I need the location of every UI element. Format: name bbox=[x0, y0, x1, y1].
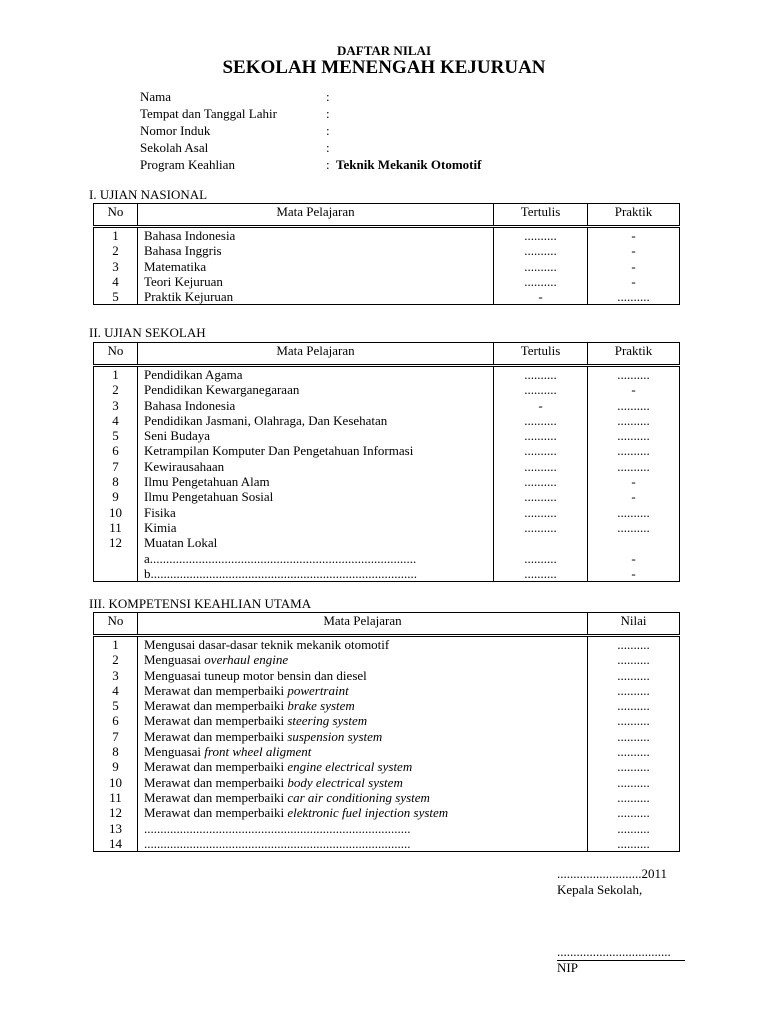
identity-label: Program Keahlian bbox=[140, 157, 235, 172]
cell-no: 7 bbox=[94, 459, 138, 474]
table-row bbox=[94, 683, 680, 698]
identity-colon: : bbox=[326, 106, 330, 121]
table-row bbox=[94, 398, 680, 413]
header-practice: Praktik bbox=[588, 204, 680, 227]
table-row bbox=[94, 520, 680, 535]
table-row bbox=[94, 652, 680, 667]
cell-no: 11 bbox=[94, 790, 138, 805]
cell-written: .......... bbox=[494, 366, 588, 383]
nip-label: NIP bbox=[557, 960, 578, 975]
table-row bbox=[94, 821, 680, 836]
cell-score: .......... bbox=[588, 805, 680, 820]
cell-no: 2 bbox=[94, 652, 138, 667]
cell-no: 1 bbox=[94, 366, 138, 383]
subject-text: Menguasai bbox=[144, 744, 205, 760]
section-title-ujian-sekolah: II. UJIAN SEKOLAH bbox=[89, 325, 206, 340]
identity-row bbox=[140, 156, 481, 173]
cell-no: 3 bbox=[94, 668, 138, 683]
cell-practice: .......... bbox=[588, 520, 680, 535]
cell-written: - bbox=[494, 289, 588, 305]
subject-text: Menguasai bbox=[144, 652, 205, 668]
table-row bbox=[94, 805, 680, 820]
cell-written bbox=[494, 535, 588, 550]
cell-subject: Matematika bbox=[138, 259, 494, 274]
cell-score: .......... bbox=[588, 668, 680, 683]
cell-written: .......... bbox=[494, 428, 588, 443]
cell-subject: Pendidikan Agama bbox=[138, 366, 494, 383]
table-row bbox=[94, 729, 680, 744]
subject-italic-text: front wheel aligment bbox=[204, 744, 312, 760]
cell-subject: Ketrampilan Komputer Dan Pengetahuan Informasi bbox=[138, 443, 494, 458]
cell-subject bbox=[138, 821, 588, 836]
cell-no: 5 bbox=[94, 698, 138, 713]
subject-text: Merawat dan memperbaiki bbox=[144, 682, 288, 698]
subject-italic-text: overhaul engine bbox=[204, 652, 289, 668]
signature-name-line: ................................... bbox=[557, 944, 671, 959]
cell-no: 3 bbox=[94, 259, 138, 274]
cell-subject: Praktik Kejuruan bbox=[138, 289, 494, 305]
cell-no: 4 bbox=[94, 413, 138, 428]
cell-written: .......... bbox=[494, 566, 588, 582]
cell-subject: Muatan Lokal bbox=[138, 535, 494, 550]
header-practice: Praktik bbox=[588, 343, 680, 366]
cell-practice: .......... bbox=[588, 366, 680, 383]
identity-label: Nomor Induk bbox=[140, 123, 211, 138]
subject-italic-text: body electrical system bbox=[287, 774, 403, 790]
cell-no: 11 bbox=[94, 520, 138, 535]
cell-practice: - bbox=[588, 489, 680, 504]
subject-italic-text: engine electrical system bbox=[287, 759, 413, 775]
subject-text: Merawat dan memperbaiki bbox=[144, 698, 288, 714]
cell-practice: - bbox=[588, 243, 680, 258]
cell-subject: Pendidikan Jasmani, Olahraga, Dan Kesehatan bbox=[138, 413, 494, 428]
table-row bbox=[94, 413, 680, 428]
cell-written: .......... bbox=[494, 489, 588, 504]
table-row bbox=[94, 790, 680, 805]
student-identity bbox=[140, 88, 481, 173]
table-row bbox=[94, 836, 680, 852]
cell-written: .......... bbox=[494, 243, 588, 258]
cell-subject: Ilmu Pengetahuan Alam bbox=[138, 474, 494, 489]
cell-subject bbox=[138, 790, 588, 805]
table-row bbox=[94, 459, 680, 474]
cell-written: .......... bbox=[494, 443, 588, 458]
identity-colon: : bbox=[326, 89, 330, 104]
identity-row bbox=[140, 105, 481, 122]
cell-no: 8 bbox=[94, 474, 138, 489]
subject-text: Merawat dan memperbaiki bbox=[144, 774, 288, 790]
subject-italic-text: steering system bbox=[287, 713, 368, 729]
subject-italic-text: suspension system bbox=[287, 728, 383, 744]
cell-practice: - bbox=[588, 259, 680, 274]
cell-subject bbox=[138, 713, 588, 728]
cell-score: .......... bbox=[588, 759, 680, 774]
ujian-sekolah-table bbox=[93, 342, 680, 582]
cell-subject bbox=[138, 775, 588, 790]
table-row bbox=[94, 775, 680, 790]
cell-written: .......... bbox=[494, 413, 588, 428]
cell-practice: .......... bbox=[588, 505, 680, 520]
cell-subject: a.................................................................................. bbox=[138, 551, 494, 566]
document-subtitle: DAFTAR NILAI bbox=[336, 43, 431, 58]
cell-practice: .......... bbox=[588, 428, 680, 443]
cell-written: .......... bbox=[494, 459, 588, 474]
cell-no: 6 bbox=[94, 713, 138, 728]
cell-score: .......... bbox=[588, 713, 680, 728]
table-row bbox=[94, 551, 680, 566]
cell-no bbox=[94, 566, 138, 582]
section-title-kompetensi: III. KOMPETENSI KEAHLIAN UTAMA bbox=[89, 596, 312, 611]
table-row bbox=[94, 759, 680, 774]
table-body bbox=[94, 636, 680, 852]
cell-no: 5 bbox=[94, 428, 138, 443]
identity-colon: : bbox=[326, 123, 330, 138]
cell-no: 7 bbox=[94, 729, 138, 744]
table-row bbox=[94, 698, 680, 713]
cell-score: .......... bbox=[588, 652, 680, 667]
cell-no: 2 bbox=[94, 243, 138, 258]
identity-label: Sekolah Asal bbox=[140, 140, 209, 155]
cell-subject bbox=[138, 698, 588, 713]
cell-subject: Fisika bbox=[138, 505, 494, 520]
cell-no: 1 bbox=[94, 636, 138, 653]
table-header-row bbox=[94, 343, 680, 366]
cell-no: 9 bbox=[94, 759, 138, 774]
cell-practice: .......... bbox=[588, 459, 680, 474]
cell-no: 4 bbox=[94, 683, 138, 698]
cell-subject bbox=[138, 759, 588, 774]
subject-text: Merawat dan memperbaiki bbox=[144, 713, 288, 729]
cell-subject bbox=[138, 636, 588, 653]
identity-label: Nama bbox=[140, 89, 172, 104]
cell-score: .......... bbox=[588, 729, 680, 744]
cell-no: 9 bbox=[94, 489, 138, 504]
table-row bbox=[94, 227, 680, 244]
cell-score: .......... bbox=[588, 775, 680, 790]
cell-written: .......... bbox=[494, 259, 588, 274]
header-no: No bbox=[94, 613, 138, 636]
cell-no: 14 bbox=[94, 836, 138, 852]
cell-subject: Ilmu Pengetahuan Sosial bbox=[138, 489, 494, 504]
subject-text: Merawat dan memperbaiki bbox=[144, 728, 288, 744]
cell-subject bbox=[138, 668, 588, 683]
cell-subject bbox=[138, 744, 588, 759]
cell-practice bbox=[588, 535, 680, 550]
header-no: No bbox=[94, 343, 138, 366]
subject-text: Menguasai tuneup motor bensin dan diesel bbox=[144, 667, 367, 683]
subject-text: .................................................................................. bbox=[144, 835, 411, 851]
subject-italic-text: brake system bbox=[287, 698, 355, 714]
table-row bbox=[94, 668, 680, 683]
table-row bbox=[94, 535, 680, 550]
table-row bbox=[94, 713, 680, 728]
table-row bbox=[94, 636, 680, 653]
table-header-row bbox=[94, 613, 680, 636]
cell-practice: - bbox=[588, 382, 680, 397]
table-header-row bbox=[94, 204, 680, 227]
cell-no: 13 bbox=[94, 821, 138, 836]
cell-written: - bbox=[494, 398, 588, 413]
table-row bbox=[94, 744, 680, 759]
cell-no: 12 bbox=[94, 805, 138, 820]
cell-score: .......... bbox=[588, 744, 680, 759]
header-subject: Mata Pelajaran bbox=[138, 204, 494, 227]
identity-label: Tempat dan Tanggal Lahir bbox=[140, 106, 277, 121]
identity-row bbox=[140, 88, 481, 105]
cell-subject bbox=[138, 683, 588, 698]
table-row bbox=[94, 289, 680, 305]
cell-no: 2 bbox=[94, 382, 138, 397]
cell-subject: Seni Budaya bbox=[138, 428, 494, 443]
subject-italic-text: car air conditioning system bbox=[287, 789, 430, 805]
header-written: Tertulis bbox=[494, 204, 588, 227]
cell-subject: Pendidikan Kewarganegaraan bbox=[138, 382, 494, 397]
subject-text: Merawat dan memperbaiki bbox=[144, 759, 288, 775]
cell-written: .......... bbox=[494, 520, 588, 535]
identity-row bbox=[140, 122, 481, 139]
cell-practice: .......... bbox=[588, 413, 680, 428]
cell-practice: - bbox=[588, 474, 680, 489]
subject-italic-text: powertraint bbox=[287, 682, 349, 698]
cell-no: 10 bbox=[94, 505, 138, 520]
table-row bbox=[94, 366, 680, 383]
cell-practice: - bbox=[588, 551, 680, 566]
document-title: SEKOLAH MENENGAH KEJURUAN bbox=[222, 57, 546, 78]
cell-subject: b.................................................................................. bbox=[138, 566, 494, 582]
cell-score: .......... bbox=[588, 790, 680, 805]
signature-block bbox=[557, 866, 667, 898]
cell-subject: Bahasa Indonesia bbox=[138, 227, 494, 244]
cell-subject: Kewirausahaan bbox=[138, 459, 494, 474]
cell-no: 6 bbox=[94, 443, 138, 458]
cell-no: 10 bbox=[94, 775, 138, 790]
header-written: Tertulis bbox=[494, 343, 588, 366]
table-row bbox=[94, 474, 680, 489]
cell-written: .......... bbox=[494, 551, 588, 566]
cell-written: .......... bbox=[494, 505, 588, 520]
cell-subject bbox=[138, 652, 588, 667]
cell-subject bbox=[138, 836, 588, 852]
table-row bbox=[94, 259, 680, 274]
cell-subject: Bahasa Inggris bbox=[138, 243, 494, 258]
header-subject: Mata Pelajaran bbox=[138, 613, 588, 636]
header-no: No bbox=[94, 204, 138, 227]
identity-row bbox=[140, 139, 481, 156]
subject-text: .................................................................................. bbox=[144, 820, 411, 836]
cell-no: 4 bbox=[94, 274, 138, 289]
subject-text: Mengusai dasar-dasar teknik mekanik otomotif bbox=[144, 637, 390, 652]
table-row bbox=[94, 274, 680, 289]
cell-practice: .......... bbox=[588, 443, 680, 458]
section-title-ujian-nasional: I. UJIAN NASIONAL bbox=[89, 187, 208, 202]
signature-date: ..........................2011 bbox=[557, 866, 668, 881]
cell-score: .......... bbox=[588, 683, 680, 698]
cell-no: 1 bbox=[94, 227, 138, 244]
table-row bbox=[94, 443, 680, 458]
table-row bbox=[94, 243, 680, 258]
table-row bbox=[94, 382, 680, 397]
program-value: Teknik Mekanik Otomotif bbox=[336, 157, 482, 172]
table-body bbox=[94, 366, 680, 582]
cell-score: .......... bbox=[588, 698, 680, 713]
cell-subject bbox=[138, 729, 588, 744]
cell-written: .......... bbox=[494, 274, 588, 289]
cell-no: 12 bbox=[94, 535, 138, 550]
cell-no: 5 bbox=[94, 289, 138, 305]
cell-subject: Kimia bbox=[138, 520, 494, 535]
identity-colon: : bbox=[326, 157, 330, 172]
subject-text: Merawat dan memperbaiki bbox=[144, 789, 288, 805]
table-body bbox=[94, 227, 680, 305]
kompetensi-table bbox=[93, 612, 680, 852]
cell-subject bbox=[138, 805, 588, 820]
cell-no: 3 bbox=[94, 398, 138, 413]
cell-practice: - bbox=[588, 227, 680, 244]
cell-practice: .......... bbox=[588, 289, 680, 305]
signature-role: Kepala Sekolah, bbox=[557, 882, 643, 897]
cell-no: 8 bbox=[94, 744, 138, 759]
identity-colon: : bbox=[326, 140, 330, 155]
cell-practice: - bbox=[588, 566, 680, 582]
subject-italic-text: elektronic fuel injection system bbox=[287, 805, 449, 821]
cell-written: .......... bbox=[494, 474, 588, 489]
cell-score: .......... bbox=[588, 836, 680, 852]
table-row bbox=[94, 428, 680, 443]
cell-score: .......... bbox=[588, 821, 680, 836]
cell-written: .......... bbox=[494, 382, 588, 397]
header-subject: Mata Pelajaran bbox=[138, 343, 494, 366]
cell-subject: Bahasa Indonesia bbox=[138, 398, 494, 413]
cell-practice: .......... bbox=[588, 398, 680, 413]
cell-written: .......... bbox=[494, 227, 588, 244]
subject-text: Merawat dan memperbaiki bbox=[144, 805, 288, 821]
header-score: Nilai bbox=[588, 613, 680, 636]
table-row bbox=[94, 505, 680, 520]
cell-practice: - bbox=[588, 274, 680, 289]
table-row bbox=[94, 566, 680, 582]
cell-no bbox=[94, 551, 138, 566]
table-row bbox=[94, 489, 680, 504]
cell-subject: Teori Kejuruan bbox=[138, 274, 494, 289]
ujian-nasional-table bbox=[93, 203, 680, 305]
cell-score: .......... bbox=[588, 636, 680, 653]
